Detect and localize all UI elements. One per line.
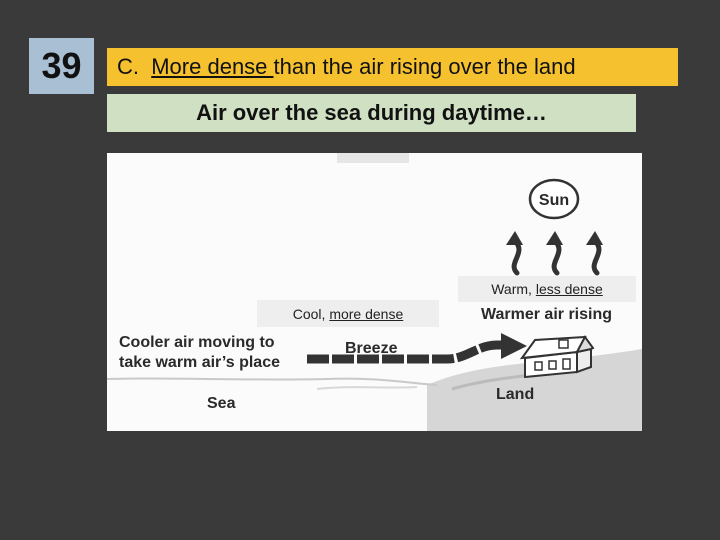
arrow-head-2 (546, 231, 563, 245)
answer-prefix: C. (117, 54, 152, 79)
house-icon (522, 337, 593, 377)
sea-ripple (317, 387, 417, 389)
sea-label: Sea (207, 395, 236, 412)
rising-arrow-1 (514, 241, 519, 273)
warmer-air-label: Warmer air rising (481, 306, 613, 323)
sun-label: Sun (538, 192, 570, 209)
arrow-heads (506, 231, 603, 245)
cool-label-box (257, 300, 439, 327)
sea-surface (107, 378, 437, 385)
rising-arrow-2 (554, 241, 559, 273)
rising-arrows (514, 241, 599, 273)
answer-banner (107, 48, 678, 86)
warm-label-box (458, 276, 636, 302)
slide-number: 39 (29, 38, 94, 94)
answer-underlined: More dense (151, 54, 274, 79)
warm-word: Warm, (491, 281, 536, 297)
arrow-head-1 (506, 231, 523, 245)
cooler-air-line2: take warm air’s place (119, 354, 280, 371)
cool-word: Cool, (292, 305, 330, 322)
top-patch (337, 153, 409, 163)
cool-underlined: more dense (329, 305, 404, 322)
arrow-head-3 (586, 231, 603, 245)
breeze-arrow (307, 345, 505, 359)
breeze-label: Breeze (345, 340, 398, 357)
subtitle: Air over the sea during daytime… (107, 94, 636, 132)
land-label: Land (496, 386, 535, 403)
warm-underlined: less dense (535, 281, 603, 297)
rising-arrow-3 (594, 241, 599, 273)
answer-rest: than the air rising over the land (273, 54, 576, 79)
cooler-air-line1: Cooler air moving to (119, 334, 275, 351)
